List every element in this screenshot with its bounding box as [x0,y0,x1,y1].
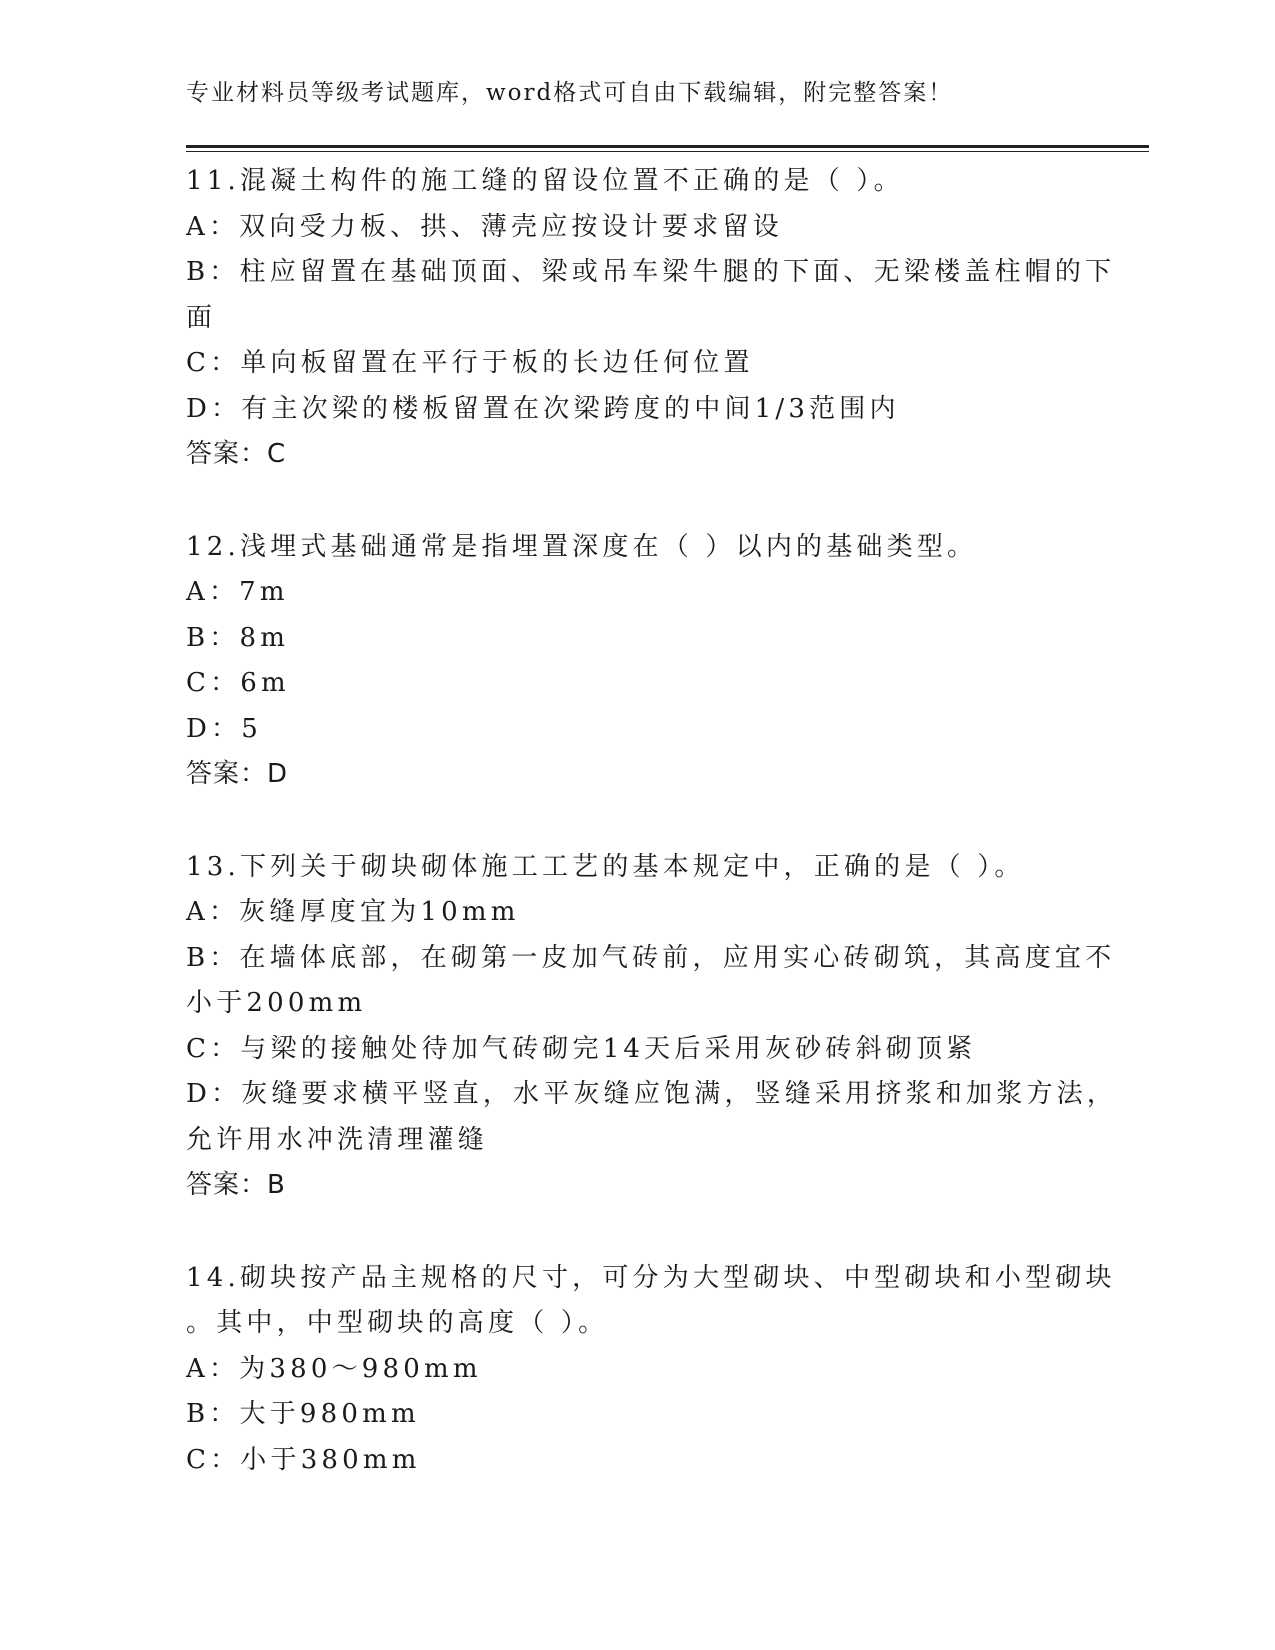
question-line: 面 [186,302,217,333]
question-line: A：双向受力板、拱、薄壳应按设计要求留设 [186,211,783,242]
question-spacer [186,478,1076,525]
question-line: D：灰缝要求横平竖直，水平灰缝应饱满，竖缝采用挤浆和加浆方法， [186,1079,1118,1109]
question-block [186,525,1076,798]
question-line: 允许用水冲洗清理灌缝 [186,1124,489,1155]
question-line: C：6m [186,668,290,698]
header-rule-thin [186,151,1149,152]
question-block [186,1256,1116,1484]
header-rule-thick [186,145,1149,148]
question-line: B：8m [186,622,290,653]
question-block [186,159,1116,478]
question-line: A：灰缝厚度宜为10mm [186,897,520,927]
question-line: A：为380～980mm [186,1353,482,1384]
question-line: D：有主次梁的楼板留置在次梁跨度的中间1/3范围内 [186,393,900,424]
question-line: B：在墙体底部，在砌第一皮加气砖前，应用实心砖砌筑，其高度宜不 [186,942,1116,973]
question-list [186,159,1118,1483]
question-stem-line: 14.砌块按产品主规格的尺寸，可分为大型砌块、中型砌块和小型砌块 [186,1262,1116,1293]
question-block [186,845,1118,1209]
answer-line: 答案：C [186,439,287,469]
answer-line: 答案：B [186,1170,286,1200]
question-line: C：与梁的接触处待加气砖砌完14天后采用灰砂砖斜砌顶紧 [186,1033,977,1064]
question-stem-line: 13.下列关于砌块砌体施工工艺的基本规定中，正确的是（ ）。 [186,851,1025,882]
question-line: B：大于980mm [186,1399,420,1429]
question-spacer [186,798,1076,845]
question-line: 。其中，中型砌块的高度（ ）。 [186,1308,609,1338]
question-line: B：柱应留置在基础顶面、梁或吊车梁牛腿的下面、无梁楼盖柱帽的下 [186,257,1116,287]
question-line: A：7m [186,577,289,607]
question-line: C：小于380mm [186,1444,421,1475]
question-line: C：单向板留置在平行于板的长边任何位置 [186,348,754,378]
question-stem-line: 12.浅埋式基础通常是指埋置深度在（ ）以内的基础类型。 [186,531,978,562]
question-stem-line: 11.混凝土构件的施工缝的留设位置不正确的是（ ）。 [186,166,904,196]
question-spacer [186,1209,1076,1256]
answer-line: 答案：D [186,759,289,789]
question-line: 小于200mm [186,988,367,1018]
question-line: D：5 [186,713,262,744]
page-header: 专业材料员等级考试题库，word格式可自由下载编辑，附完整答案！ [186,80,954,106]
